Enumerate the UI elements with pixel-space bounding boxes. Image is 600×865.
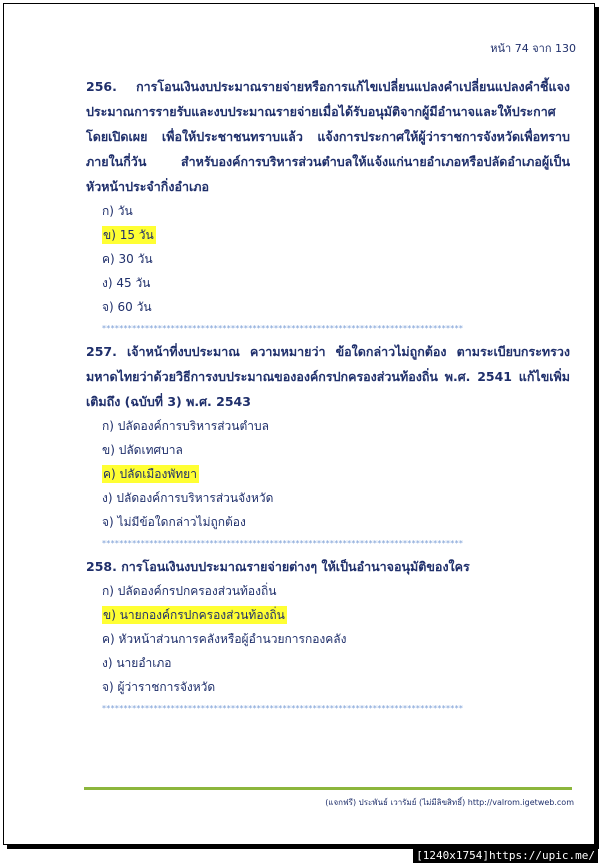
question-list: [84, 74, 570, 719]
option-item: [102, 510, 570, 534]
option-text: ก) วัน: [102, 204, 133, 218]
question-block: [84, 74, 570, 339]
option-item: [102, 438, 570, 462]
option-item-answer: [102, 462, 570, 486]
image-watermark: [1240x1754]https://upic.me/: [413, 848, 598, 863]
option-text: ค) หัวหน้าส่วนการคลังหรือผู้อำนวยการกองคลัง: [102, 632, 347, 646]
option-item: [102, 414, 570, 438]
option-text: จ) ผู้ว่าราชการจังหวัด: [102, 680, 216, 694]
footer-rule: [84, 787, 572, 790]
option-item-answer: [102, 223, 570, 247]
option-item: [102, 579, 570, 603]
option-text: ค) 30 วัน: [102, 252, 153, 266]
option-item: [102, 271, 570, 295]
option-text: ง) 45 วัน: [102, 276, 151, 290]
option-item: [102, 199, 570, 223]
question-text: 258. การโอนเงินงบประมาณรายจ่ายต่างๆ ให้เป็นอำนาจอนุมัติของใคร: [86, 559, 470, 574]
divider: ************************************************************************************: [102, 704, 464, 713]
option-item: [102, 627, 570, 651]
divider: ************************************************************************************: [102, 539, 464, 548]
option-item-answer: [102, 603, 570, 627]
option-item: [102, 247, 570, 271]
divider: ************************************************************************************: [102, 324, 464, 333]
question-block: [84, 339, 570, 554]
option-text: ข) ปลัดเทศบาล: [102, 443, 183, 457]
question-text: 257. เจ้าหน้าที่งบประมาณ ความหมายว่า ข้อใดกล่าวไม่ถูกต้อง ตามระเบียบกระทรวงมหาดไทยว่าด้วยวิธีการงบประมาณขององค์กรปกครองส่วนท้องถิ่น พ.ศ. 2541 แก้ไขเพิ่มเติมถึง (ฉบับที่ 3) พ.ศ. 2543: [86, 344, 570, 409]
option-list: [102, 199, 570, 319]
footer-credit: (แจกฟรี) ประพันธ์ เวารัมย์ (ไม่มีลิขสิทธิ์) http://valrom.igetweb.com: [325, 798, 574, 807]
option-item: [102, 486, 570, 510]
question-block: [84, 554, 570, 719]
option-list: [102, 414, 570, 534]
option-text: จ) 60 วัน: [102, 300, 152, 314]
question-text: 256. การโอนเงินงบประมาณรายจ่ายหรือการแก้ไขเปลี่ยนแปลงคำเปลี่ยนแปลงคำชี้แจงประมาณการรายรับและงบประมาณรายจ่ายเมื่อได้รับอนุมัติจากผู้มีอำนาจและให้ประกาศโดยเปิดเผย เพื่อให้ประชาชนทราบแล้ว แจ้งการประกาศให้ผู้ว่าราชการจังหวัดเพื่อทราบภายในกี่วัน สำหรับองค์การบริหารส่วนตำบลให้แจ้งแก่นายอำเภอหรือปลัดอำเภอผู้เป็นหัวหน้าประจำกิ่งอำเภอ: [86, 79, 570, 194]
option-item: [102, 651, 570, 675]
option-text-highlighted: ข) 15 วัน: [103, 228, 154, 242]
option-text-highlighted: ค) ปลัดเมืองพัทยา: [103, 467, 197, 481]
option-item: [102, 675, 570, 699]
option-list: [102, 579, 570, 699]
option-text-highlighted: ข) นายกองค์กรปกครองส่วนท้องถิ่น: [103, 608, 285, 622]
option-item: [102, 295, 570, 319]
option-text: จ) ไม่มีข้อใดกล่าวไม่ถูกต้อง: [102, 515, 246, 529]
option-text: ก) ปลัดองค์การบริหารส่วนตำบล: [102, 419, 269, 433]
option-text: ก) ปลัดองค์กรปกครองส่วนท้องถิ่น: [102, 584, 277, 598]
option-text: ง) ปลัดองค์การบริหารส่วนจังหวัด: [102, 491, 274, 505]
page-number: หน้า 74 จาก 130: [490, 42, 576, 55]
option-text: ง) นายอำเภอ: [102, 656, 172, 670]
